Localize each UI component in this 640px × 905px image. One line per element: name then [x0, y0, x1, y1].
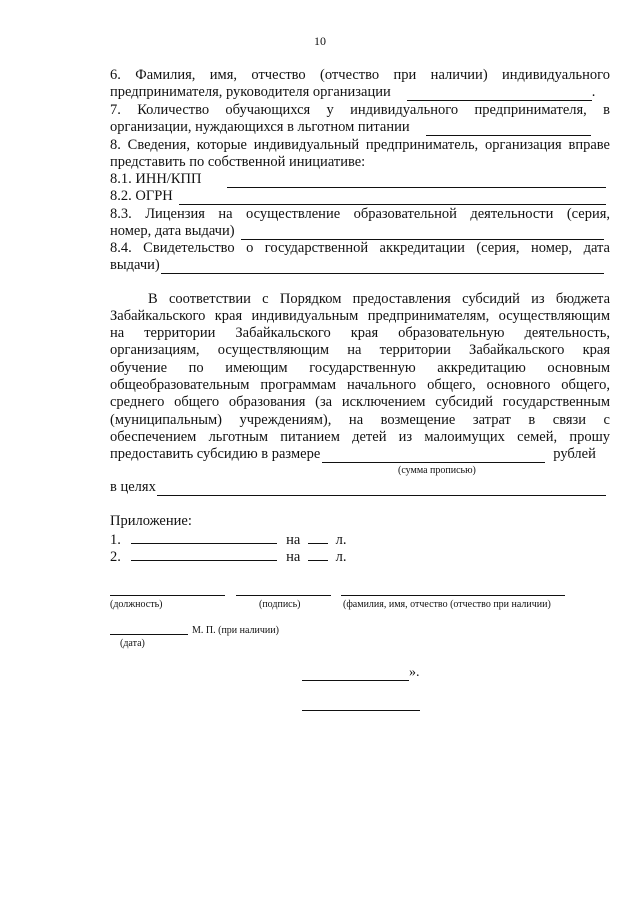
para-line3: на территории Забайкальского края образовательную деятельность,	[110, 325, 610, 341]
item83-line2	[110, 223, 610, 240]
item7-line2	[110, 119, 610, 136]
attachment2-pages-field[interactable]	[308, 547, 328, 561]
attachment2-name-field[interactable]	[131, 547, 277, 561]
purpose-label: в целях	[110, 479, 156, 495]
date-field[interactable]	[110, 634, 188, 635]
item8-line2: представить по собственной инициативе:	[110, 154, 366, 170]
item84-label: выдачи)	[110, 257, 160, 273]
date-caption: (дата)	[120, 638, 145, 649]
signature-field[interactable]	[236, 595, 331, 596]
item6-end: .	[591, 84, 596, 100]
license-field[interactable]	[241, 226, 604, 240]
attachment2-l: л.	[335, 549, 347, 565]
item6-line1: 6. Фамилия, имя, отчество (отчество при наличии) индивидуального	[110, 67, 610, 83]
students-count-field[interactable]	[426, 122, 591, 136]
signature-caption: (подпись)	[259, 599, 301, 610]
para-line10	[110, 446, 610, 463]
para-line2: Забайкальского края индивидуальным предпринимателям, осуществляющим	[110, 308, 610, 324]
para-line10-text: предоставить субсидию в размере	[110, 446, 321, 462]
item84-line1: 8.4. Свидетельство о государственной аккредитации (серия, номер, дата	[110, 240, 610, 256]
fio-field[interactable]	[341, 595, 565, 596]
accreditation-field[interactable]	[161, 260, 604, 274]
stamp-caption: М. П. (при наличии)	[192, 625, 279, 636]
para-line7: среднего общего образования (за исключением субсидий государственным	[110, 394, 610, 410]
ogrn-field[interactable]	[179, 191, 606, 205]
item81-row	[110, 171, 610, 188]
rubles-label: рублей	[553, 446, 596, 462]
attachment-item1-number: 1.	[110, 532, 121, 548]
attachment-title: Приложение:	[110, 513, 192, 529]
subsidy-amount-field[interactable]	[322, 449, 545, 463]
purpose-field[interactable]	[157, 482, 606, 496]
attachment1-pages-field[interactable]	[308, 530, 328, 544]
fio-caption: (фамилия, имя, отчество (отчество при наличии)	[343, 599, 551, 610]
inn-kpp-field[interactable]	[227, 174, 606, 188]
closing-line	[302, 680, 409, 681]
item7-label: организации, нуждающихся в льготном питании	[110, 119, 410, 135]
item81-label: 8.1. ИНН/КПП	[110, 171, 202, 187]
attachment1-name-field[interactable]	[131, 530, 277, 544]
para-line8: (муниципальным) учреждениям), на возмещение затрат в связи с	[110, 412, 610, 428]
item8-line1: 8. Сведения, которые индивидуальный предприниматель, организация вправе	[110, 137, 610, 153]
page-number: 10	[314, 34, 326, 48]
item84-line2	[110, 257, 610, 274]
item7-line1: 7. Количество обучающихся у индивидуального предпринимателя, в	[110, 102, 610, 118]
para-line1: В соответствии с Порядком предоставления субсидий из бюджета	[148, 291, 610, 307]
item6-label: предпринимателя, руководителя организации	[110, 84, 391, 100]
attachment1-na: на	[286, 532, 301, 548]
para-line6: общеобразовательным программам начального общего, основного общего,	[110, 377, 610, 393]
para-line5: обучение по имеющим государственную аккредитацию основным	[110, 360, 610, 376]
item6-line2	[110, 84, 610, 101]
attachment1-l: л.	[335, 532, 347, 548]
para-line4: организациям, осуществляющим на территории Забайкальского края	[110, 342, 610, 358]
position-caption: (должность)	[110, 599, 163, 610]
head-name-field[interactable]	[407, 87, 592, 101]
item82-row	[110, 188, 610, 205]
attachment2-na: на	[286, 549, 301, 565]
position-field[interactable]	[110, 595, 225, 596]
purpose-row	[110, 479, 610, 496]
amount-caption: (сумма прописью)	[398, 465, 476, 476]
attachment-item2	[110, 547, 610, 566]
item82-label: 8.2. ОГРН	[110, 188, 173, 204]
item83-label: номер, дата выдачи)	[110, 223, 235, 239]
closing-quote: ».	[409, 665, 420, 680]
attachment-item2-number: 2.	[110, 549, 121, 565]
end-line	[302, 710, 420, 711]
para-line9: обеспечением льготным питанием детей из малоимущих семей, прошу	[110, 429, 610, 445]
item83-line1: 8.3. Лицензия на осуществление образовательной деятельности (серия,	[110, 206, 610, 222]
